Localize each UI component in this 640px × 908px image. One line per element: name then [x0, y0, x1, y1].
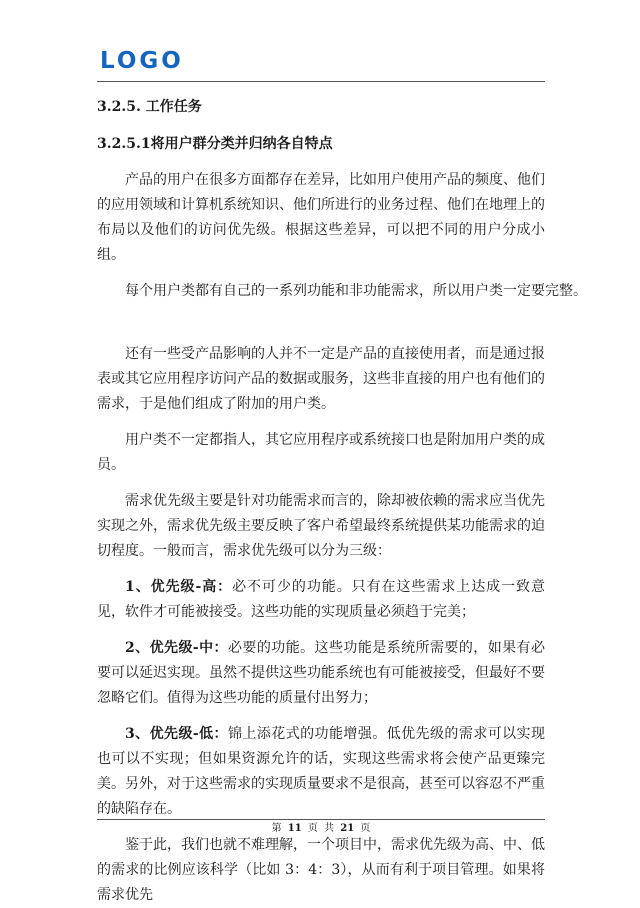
priority-low-item — [97, 722, 545, 822]
paragraph-priority-ratio: 鉴于此，我们也就不难理解，一个项目中，需求优先级为高、中、低的需求的比例应该科学（比如 3：4：3），从而有利于项目管理。如果将需求优先 — [97, 837, 545, 903]
priority-medium-text: 必要的功能。这些功能是系统所需要的，如果有必要可以延迟实现。虽然不提供这些功能系统也有可能被接受，但最好不要忽略它们。值得为这些功能的质量付出努力； — [97, 640, 545, 706]
logo: LOGO — [100, 48, 184, 74]
priority-low-text: 锦上添花式的功能增强。低优先级的需求可以实现也可以不实现；但如果资源允许的话，实现这些需求将会使产品更臻完美。另外，对于这些需求的实现质量要求不是很高，甚至可以容忍不严重的缺陷存在。 — [97, 726, 545, 817]
paragraph-user-differences: 产品的用户在很多方面都存在差异，比如用户使用产品的频度、他们的应用领域和计算机系统知识、他们所进行的业务过程、他们在地理上的布局以及他们的访问优先级。根据这些差异，可以把不同的用户分成小组。 — [97, 172, 545, 263]
header-divider — [97, 81, 545, 82]
paragraph-user-class-complete: 每个用户类都有自己的一系列功能和非功能需求，所以用户类一定要完整。 — [125, 283, 587, 299]
priority-low-label: 3、优先级-低： — [125, 726, 228, 742]
priority-high-item — [97, 575, 545, 625]
footer-divider — [97, 819, 545, 820]
page-body — [97, 90, 587, 908]
footer-page-number: 11 — [287, 823, 302, 834]
paragraph-indirect-users: 还有一些受产品影响的人并不一定是产品的直接使用者，而是通过报表或其它应用程序访问产品的数据或服务，这些非直接的用户也有他们的需求，于是他们组成了附加的用户类。 — [97, 346, 545, 412]
footer-prefix: 第 — [271, 823, 282, 834]
footer-total-pages: 21 — [340, 823, 355, 834]
footer-middle: 页 共 — [307, 823, 335, 834]
section-heading: 3.2.5. 工作任务 — [97, 99, 202, 115]
footer-suffix: 页 — [360, 823, 371, 834]
paragraph-priority-intro: 需求优先级主要是针对功能需求而言的，除却被依赖的需求应当优先实现之外，需求优先级主要反映了客户希望最终系统提供某功能需求的迫切程度。一般而言，需求优先级可以分为三级： — [97, 493, 545, 559]
paragraph-user-class-members: 用户类不一定都指人，其它应用程序或系统接口也是附加用户类的成员。 — [97, 432, 545, 473]
page-footer — [97, 822, 545, 836]
priority-high-label: 1、优先级-高： — [125, 579, 233, 595]
priority-high-text: 必不可少的功能。只有在这些需求上达成一致意见，软件才可能被接受。这些功能的实现质量必须趋于完美； — [97, 579, 545, 620]
subsection-heading: 3.2.5.1将用户群分类并归纳各自特点 — [97, 136, 333, 152]
priority-medium-label: 2、优先级-中： — [125, 640, 228, 656]
priority-medium-item — [97, 636, 545, 711]
